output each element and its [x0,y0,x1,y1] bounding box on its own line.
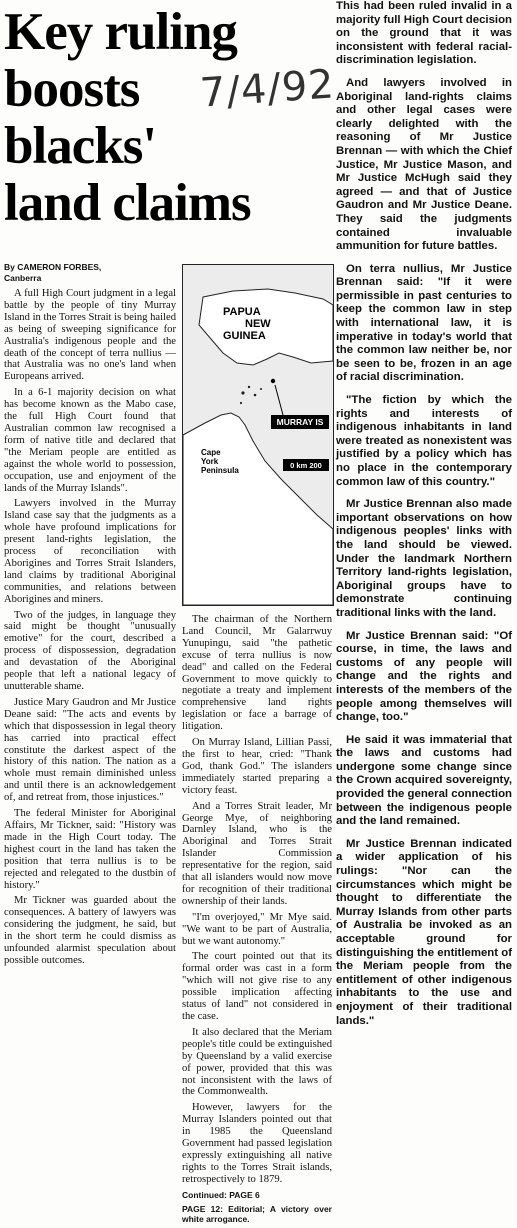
paragraph: And a Torres Strait leader, Mr George Mye, of neighboring Darnley Island, who is the Aboriginal and Torres Strait Islander Commission representative for the region, said that all islanders would now move for recognition of their traditional ownership of their lands. [182,800,332,907]
paragraph: This had been ruled invalid in a majority full High Court decision on the ground that it was inconsistent with federal racial-discrimination legislation. [336,0,512,67]
paragraph: Justice Mary Gaudron and Mr Justice Deane said: "The acts and events by which that dispossession in legal theory has carried into practical effect constitute the darkest aspect of the history of this nation. The nation as a whole must remain diminished unless and until there is an acknowledgement of, and retreat from, those injustices." [4,696,176,804]
island-dot [241,391,244,394]
byline-place: Canberra [4,273,42,283]
paragraph: On terra nullius, Mr Justice Brennan said: "If it were permissible in past centuries to keep the common law in step with international law, it is imperative in today's world that the common law neither be, nor be seen to be, frozen in an age of racial discrimination. [336,262,512,384]
byline-author: By CAMERON FORBES, [4,262,102,272]
map-label-peninsula: Peninsula [201,466,239,475]
article-column-1 [4,288,176,971]
headline-line-3: blacks' [4,117,157,175]
paragraph: "I'm overjoyed," Mr Mye said. "We want to be part of Australia, but we want autonomy." [182,911,332,947]
map-label-york: York [201,457,219,466]
island-dot [248,386,250,388]
map-graphic [183,265,333,605]
paragraph: He said it was immaterial that the laws and customs had undergone some change since the Crown acquired sovereignty, provided the general connection between the indigenous people and the land remained. [336,733,512,828]
paragraph: The chairman of the Northern Land Council, Mr Galarrwuy Yunupingu, said "the pathetic excuse of terra nullius is now dead" and called on the Federal Government to move quickly to negotiate a treaty and implement comprehensive land rights legislation or face a barrage of litigation. [182,614,332,733]
headline-line-1: Key ruling [4,3,237,61]
paragraph: Mr Justice Brennan said: "Of course, in time, the laws and customs of any people will change and the rights and interests of the members of the people among themselves will change, too." [336,629,512,724]
map-label-papua: PAPUA [223,306,261,318]
paragraph: On Murray Island, Lillian Passi, the first to hear, cried: "Thank God, thank God." The islanders immediately started preparing a victory feast. [182,737,332,796]
map-scale: 0 km 200 [290,461,322,470]
handwritten-date: 7/4/92 [198,61,337,117]
article-column-3 [336,0,512,1037]
map-label-murray: MURRAY IS [276,417,324,427]
paragraph: And lawyers involved in Aboriginal land-rights claims and other legal cases were clearly delighted with the reasoning of Mr Justice Brennan — with which the Chief Justice, Mr Justice Mason, and Mr Justice McHugh said they agreed — and that of Justice Gaudron and Mr Justice Deane. They said the judgments contained invaluable ammunition for future battles. [336,76,512,253]
island-dot [260,388,262,390]
article-column-2 [182,614,332,1228]
paragraph: Two of the judges, in language they said might be thought "unusually emotive" for the court, described a process of dispossession, degradation and devastation of the Aboriginal people that left a national legacy of unutterable shame. [4,609,176,692]
headline-line-2: boosts [4,60,140,118]
map-label-new: NEW [245,318,271,330]
paragraph: However, lawyers for the Murray Islanders pointed out that in 1985 the Queensland Government had passed legislation expressly extinguishing all native rights to the Torres Strait islands, retrospectively to 1879. [182,1102,332,1185]
paragraph: The court pointed out that its formal order was cast in a form "which will not give rise to any possible implication affecting status of land" not considered in the case. [182,951,332,1022]
map-label-guinea: GUINEA [223,330,266,342]
paragraph: Mr Justice Brennan also made important observations on how indigenous peoples' links with the land should be viewed. Under the landmark Northern Territory land-rights legislation, Aboriginal groups have to demonstrate continuing traditional links with the land. [336,498,512,619]
paragraph: A full High Court judgment in a legal battle by the people of tiny Murray Island in the Torres Strait is being hailed as being of sweeping significance for Australia's indigenous people and the death of the concept of terra nullius — that Australia was no one's land when Europeans arrived. [4,288,176,383]
continued-note: Continued: PAGE 6 [182,1189,260,1200]
island-dot [254,394,257,397]
paragraph: The federal Minister for Aboriginal Affairs, Mr Tickner, said: "History was made in the High Court today. The highest court in the land has taken the position that terra nullius is to be rejected and relegated to the dustbin of history." [4,808,176,891]
paragraph: It also declared that the Meriam people's title could be extinguished by Queensland by a valid exercise of power, provided that this was not inconsistent with the laws of the Commonwealth. [182,1026,332,1098]
paragraph: In a 6-1 majority decision on what has become known as the Mabo case, the full High Court found that Australian common law recognised a form of native title and declared that "the Meriam people are entitled as against the whole world to possession, occupation, use and enjoyment of the lands of the Murray Islands". [4,387,176,494]
murray-island-marker [271,379,275,383]
paragraph: Lawyers involved in the Murray Island case say that the judgments as a whole have profound implications for present land-rights legislation, the process of reconciliation with Aborigines and Torres Strait Islanders, land claims by traditional Aboriginal communities, and relations between Aborigines and miners. [4,498,176,605]
paragraph: Mr Tickner was guarded about the consequences. A battery of lawyers was considering the judgment, he said, but in the short term he could dismiss as unfounded alarmist speculation about possible outcomes. [4,895,176,966]
map-label-cape: Cape [201,448,221,457]
headline [4,4,330,232]
paragraph: Mr Justice Brennan indicated a wider application of his rulings: "Nor can the circumstances which might be thought to differentiate the Murray Islands from other parts of Australia be invoked as an acceptable ground for distinguishing the entitlement of the Meriam people from the entitlement of other indigenous inhabitants to the use and enjoyment of their traditional lands." [336,837,512,1027]
page12-note: PAGE 12: Editorial; A victory over white arrogance. [182,1203,332,1224]
paragraph: "The fiction by which the rights and interests of indigenous inhabitants in land were treated as nonexistent was justified by a policy which has no place in the contemporary common law of this country." [336,394,512,488]
headline-line-4: land claims [4,174,251,232]
byline [4,262,184,284]
island-dot [240,402,242,404]
locator-map [182,264,334,606]
